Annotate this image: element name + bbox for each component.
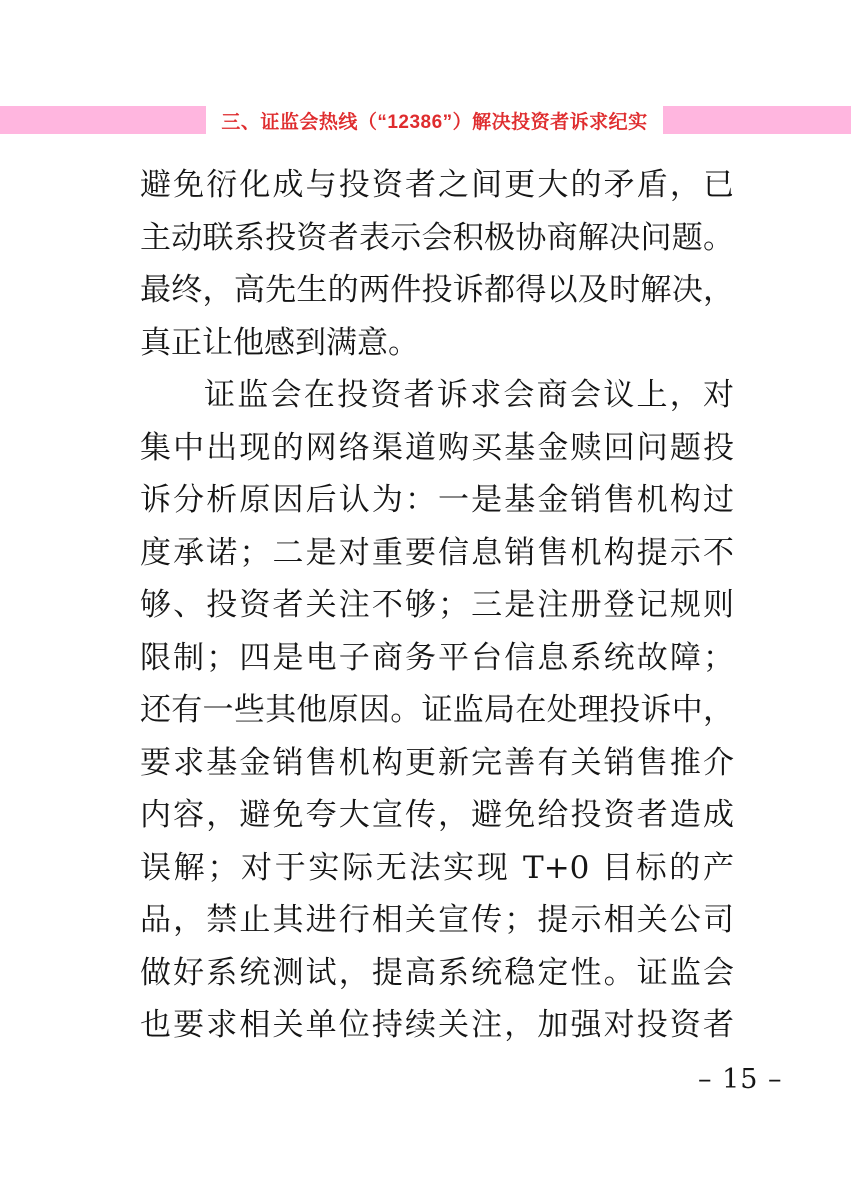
text-line: 品，禁止其进行相关宣传；提示相关公司 (140, 902, 734, 938)
running-header (0, 106, 851, 134)
text-line: 诉分析原因后认为：一是基金销售机构过 (140, 482, 734, 518)
header-bar-right (663, 106, 851, 134)
text-line: 要求基金销售机构更新完善有关销售推介 (140, 744, 734, 781)
text-line: 还有一些其他原因。证监局在处理投诉中， (140, 692, 734, 728)
body-text (140, 159, 734, 1052)
text-line: 内容，避免夸大宣传，避免给投资者造成 (140, 797, 734, 833)
text-line: 证监会在投资者诉求会商会议上，对 (204, 377, 734, 413)
text-line: 够、投资者关注不够；三是注册登记规则 (140, 587, 734, 623)
text-line: 最终，高先生的两件投诉都得以及时解决， (140, 272, 734, 308)
text-line: 度承诺；二是对重要信息销售机构提示不 (140, 534, 734, 571)
text-line: 也要求相关单位持续关注，加强对投资者 (140, 1007, 734, 1043)
header-bar-left (0, 106, 206, 134)
text-line: 做好系统测试，提高系统稳定性。证监会 (140, 954, 734, 991)
text-line: 避免衍化成与投资者之间更大的矛盾，已 (140, 167, 734, 203)
text-line: 误解；对于实际无法实现 T+0 目标的产 (140, 849, 734, 886)
text-line: 主动联系投资者表示会积极协商解决问题。 (140, 219, 734, 256)
text-line: 集中出现的网络渠道购买基金赎回问题投 (140, 429, 734, 466)
page-number: – 15 – (698, 1064, 783, 1095)
text-line: 真正让他感到满意。 (140, 324, 419, 361)
chapter-header-title: 三、证监会热线（“12386”）解决投资者诉求纪实 (221, 111, 648, 133)
text-line: 限制；四是电子商务平台信息系统故障； (140, 639, 734, 676)
